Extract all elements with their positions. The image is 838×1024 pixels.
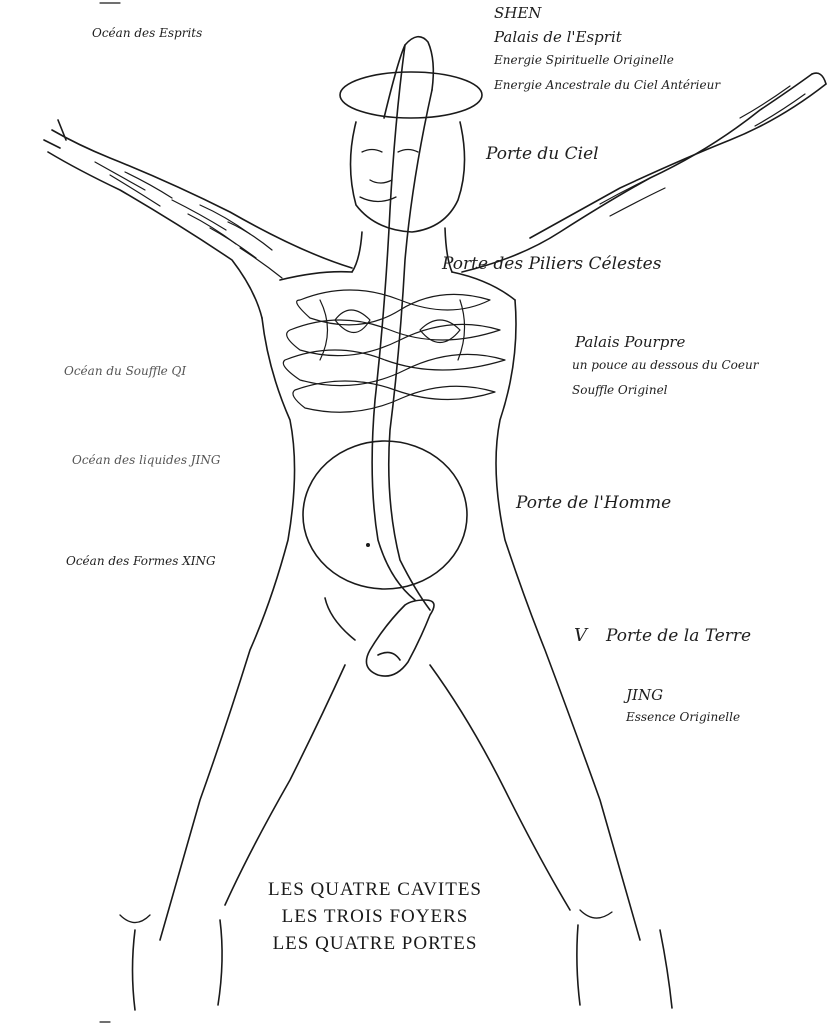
caption-block [200, 876, 550, 957]
left-arm [44, 120, 352, 318]
label-essence-originelle: Essence Originelle [626, 710, 741, 724]
pelvis [325, 598, 434, 676]
label-ocean-souffle: Océan du Souffle QI [64, 364, 187, 378]
label-souffle-originel: Souffle Originel [572, 383, 668, 397]
caption-line-2: LES TROIS FOYERS [281, 906, 469, 927]
caption-line-3: LES QUATRE PORTES [272, 933, 478, 954]
label-energie-spirituelle: Energie Spirituelle Originelle [494, 53, 674, 67]
label-shen: SHEN [494, 4, 542, 22]
head [351, 122, 465, 272]
hat [340, 37, 482, 118]
label-palais-esprit: Palais de l'Esprit [494, 28, 622, 46]
label-porte-piliers: Porte des Piliers Célestes [442, 254, 662, 274]
label-energie-ancestrale: Energie Ancestrale du Ciel Antérieur [494, 78, 721, 92]
label-jing: JING [626, 686, 664, 704]
right-arm [462, 73, 826, 272]
abdomen-circle [303, 441, 467, 589]
caption-line-1: LES QUATRE CAVITES [268, 879, 482, 900]
label-porte-ciel: Porte du Ciel [486, 144, 599, 164]
porte-terre-symbol: V [574, 625, 587, 646]
label-ocean-esprits: Océan des Esprits [92, 26, 203, 40]
label-ocean-liquides: Océan des liquides JING [72, 453, 221, 467]
label-pouce-coeur: un pouce au dessous du Coeur [572, 358, 759, 372]
label-ocean-formes: Océan des Formes XING [66, 554, 216, 568]
label-porte-terre: Porte de la Terre [606, 626, 752, 646]
label-palais-pourpre: Palais Pourpre [575, 333, 686, 351]
label-porte-homme: Porte de l'Homme [516, 493, 672, 513]
legs [120, 665, 672, 1010]
